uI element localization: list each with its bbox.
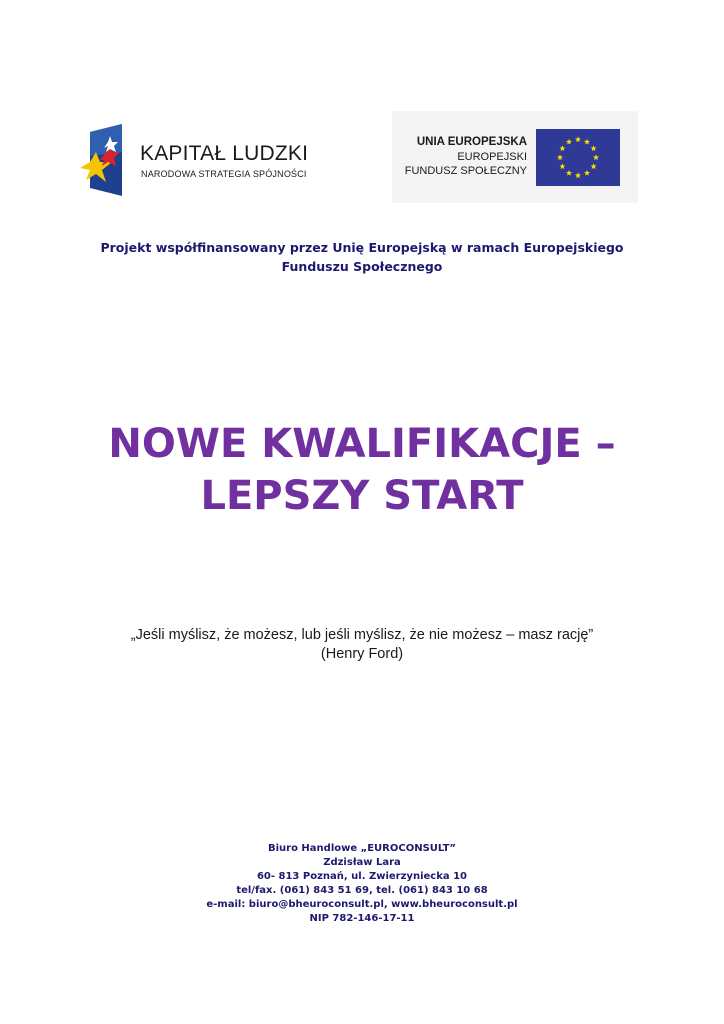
- ue-logo-line2: EUROPEJSKI: [457, 151, 527, 163]
- eu-flag-icon: [536, 129, 620, 186]
- project-line-1: Projekt współfinansowany przez Unię Europejską w ramach Europejskiego: [100, 240, 624, 255]
- kapital-ludzki-logo: [78, 122, 318, 198]
- contact-person: Zdzisław Lara: [323, 857, 401, 868]
- document-title: [0, 418, 724, 522]
- contact-nip: NIP 782-146-17-11: [309, 913, 415, 924]
- project-cofinancing-note: [0, 238, 724, 276]
- ue-logo-line3: FUNDUSZ SPOŁECZNY: [404, 165, 527, 177]
- contact-block: [0, 842, 724, 926]
- title-line-1: NOWE KWALIFIKACJE –: [108, 421, 616, 467]
- quote-text: „Jeśli myślisz, że możesz, lub jeśli myślisz, że nie możesz – masz rację”: [130, 627, 594, 643]
- project-line-2: Funduszu Społecznego: [281, 259, 443, 274]
- kapital-ludzki-subtitle: NARODOWA STRATEGIA SPÓJNOŚCI: [141, 169, 307, 179]
- contact-phone: tel/fax. (061) 843 51 69, tel. (061) 843 10 68: [236, 885, 488, 896]
- contact-email: e-mail: biuro@bheuroconsult.pl, www.bheuroconsult.pl: [206, 899, 518, 910]
- quote-author: (Henry Ford): [320, 646, 404, 662]
- ue-logo-text: [405, 135, 527, 178]
- kapital-ludzki-title: KAPITAŁ LUDZKI: [140, 142, 309, 165]
- title-line-2: LEPSZY START: [200, 473, 524, 519]
- kapital-ludzki-emblem-icon: [78, 122, 128, 198]
- quote-block: [0, 626, 724, 664]
- ue-logo-line1: UNIA EUROPEJSKA: [416, 136, 527, 148]
- contact-address: 60- 813 Poznań, ul. Zwierzyniecka 10: [256, 871, 468, 882]
- ue-efs-logo: [392, 111, 638, 203]
- contact-company: Biuro Handlowe „EUROCONSULT”: [267, 843, 456, 854]
